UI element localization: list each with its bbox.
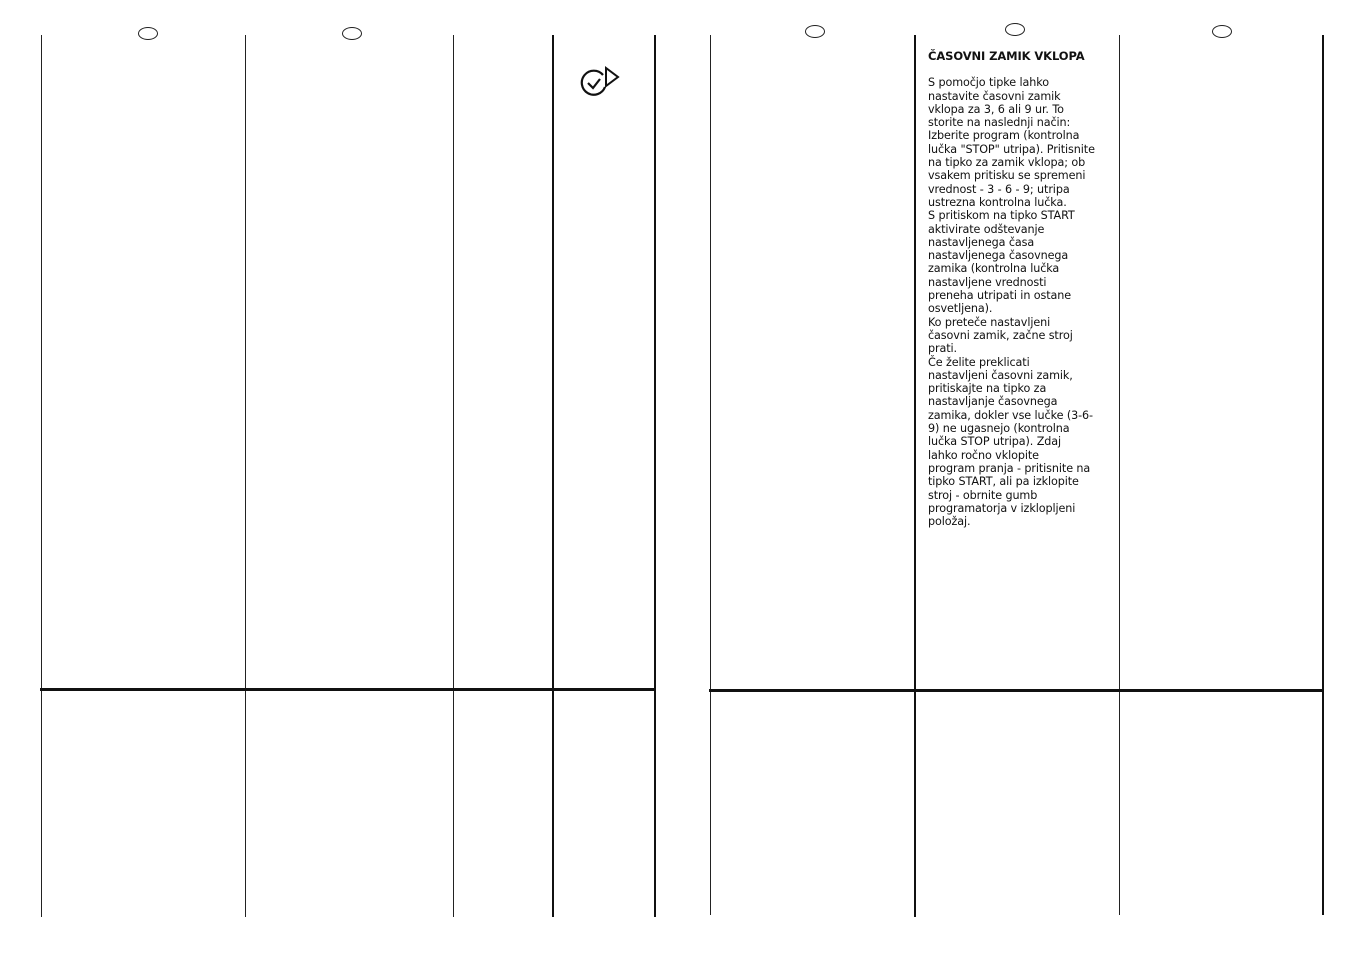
delay-start-section [928,50,1114,528]
left-page-rule-1 [41,35,42,917]
body-text-line: Če želite preklicati [928,355,1030,369]
body-text-line: S pritiskom na tipko START [928,209,1075,223]
delay-start-clock-icon [580,66,622,102]
body-text-line: vrednost - 3 - 6 - 9; utripa [928,182,1070,196]
left-page-horizontal-rule [40,688,656,691]
body-text-line: lučka "STOP" utripa). Pritisnite [928,142,1095,156]
body-text-line: prati. [928,342,958,356]
body-text-line: nastavite časovni zamik [928,89,1061,103]
right-page-rule-2 [914,35,916,917]
language-oval-marker [138,27,158,40]
body-text-line: tipko START, ali pa izklopite [928,475,1079,489]
body-text-line: storite na naslednji način: [928,116,1071,130]
body-text-line: lahko ročno vklopite [928,448,1039,462]
right-page-horizontal-rule [709,689,1324,692]
body-text-line: ustrezna kontrolna lučka. [928,195,1067,209]
right-page-rule-3 [1119,35,1120,915]
body-text-line: nastavljanje časovnega [928,395,1058,409]
right-page-rule-1 [710,35,711,915]
body-text-line: 9) ne ugasnejo (kontrolna [928,422,1070,436]
body-text-line: osvetljena). [928,302,993,316]
body-text-line: položaj. [928,515,971,529]
body-text-line: nastavljene vrednosti [928,275,1047,289]
language-oval-marker [342,27,362,40]
section-body [928,76,1114,528]
body-text-line: S pomočjo tipke lahko [928,76,1050,90]
body-text-line: nastavljeni časovni zamik, [928,368,1073,382]
body-text-line: zamika (kontrolna lučka [928,262,1060,276]
body-text-line: zamika, dokler vse lučke (3-6- [928,408,1093,422]
left-page-rule-5 [654,35,656,917]
section-heading: ČASOVNI ZAMIK VKLOPA [928,49,1085,63]
body-text-line: preneha utripati in ostane [928,289,1072,303]
body-text-line: stroj - obrnite gumb [928,488,1038,502]
language-oval-marker [805,25,825,38]
body-text-line: časovni zamik, začne stroj [928,328,1073,342]
body-text-line: nastavljenega časovnega [928,249,1069,263]
language-oval-marker [1005,23,1025,36]
body-text-line: program pranja - pritisnite na [928,461,1091,475]
body-text-line: lučka STOP utripa). Zdaj [928,435,1062,449]
body-text-line: programatorja v izklopljeni [928,501,1076,515]
body-text-line: na tipko za zamik vklopa; ob [928,156,1086,170]
body-text-line: nastavljenega časa [928,235,1035,249]
body-text-line: Izberite program (kontrolna [928,129,1080,143]
body-text-line: pritiskajte na tipko za [928,382,1047,396]
right-page-rule-4 [1322,35,1324,915]
body-text-line: Ko preteče nastavljeni [928,315,1051,329]
language-oval-marker [1212,25,1232,38]
left-page-rule-4 [552,35,554,917]
left-page-rule-2 [245,35,246,917]
body-text-line: vsakem pritisku se spremeni [928,169,1086,183]
body-text-line: vklopa za 3, 6 ali 9 ur. To [928,102,1064,116]
left-page-rule-3 [453,35,454,917]
body-text-line: aktivirate odštevanje [928,222,1045,236]
